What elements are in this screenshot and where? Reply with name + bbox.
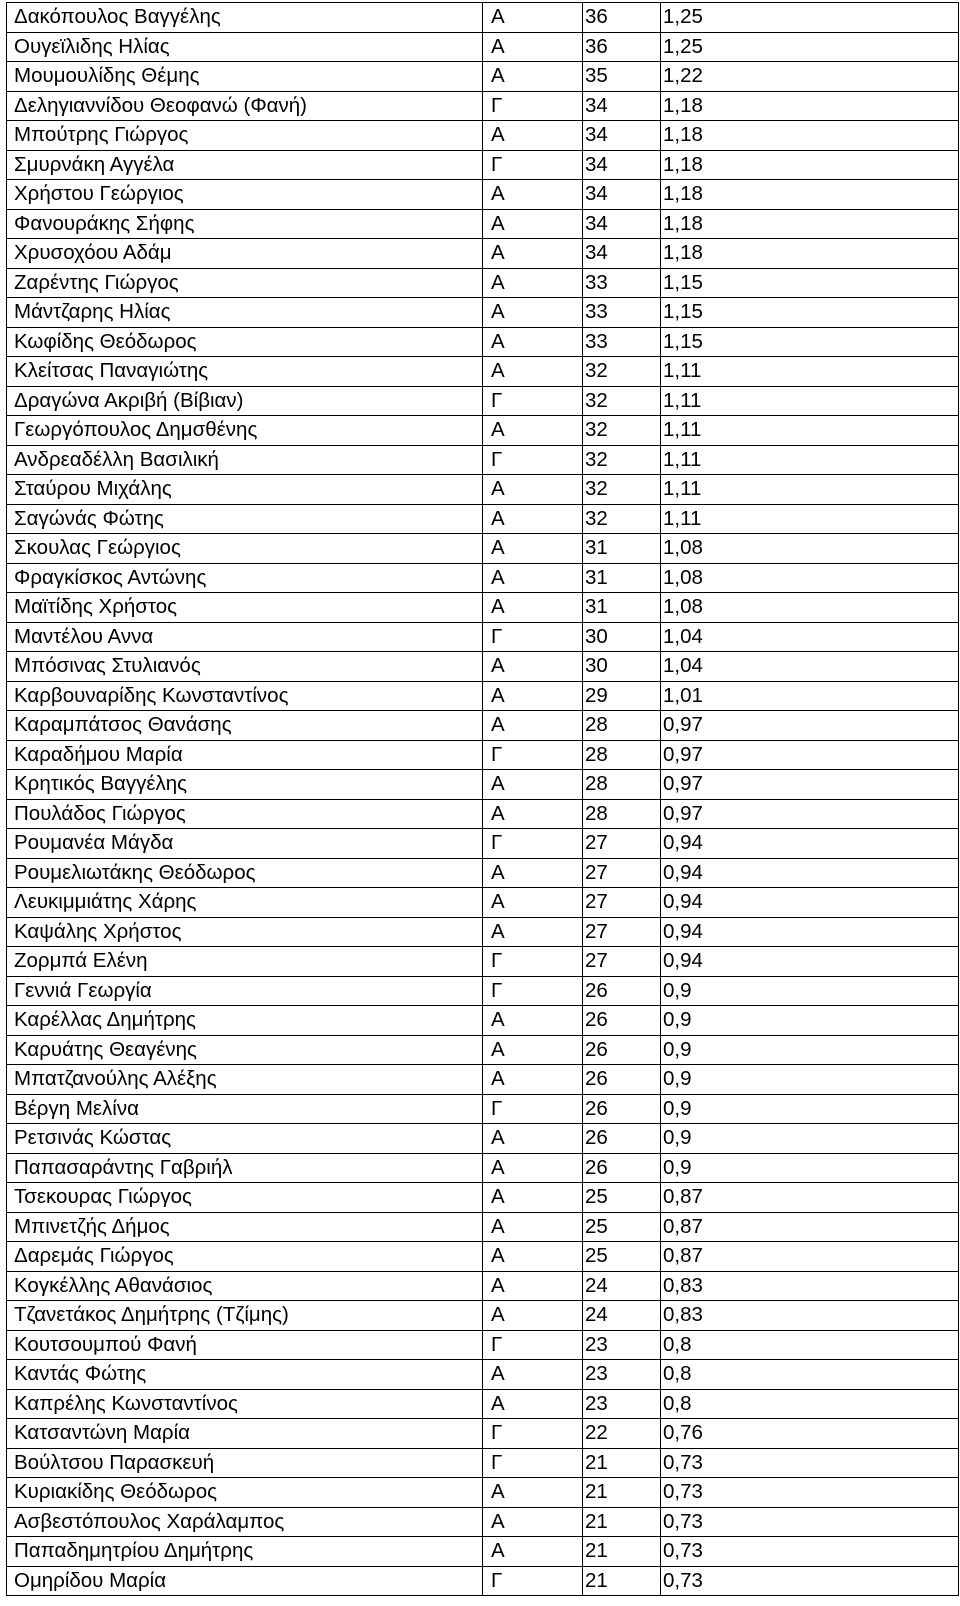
coefficient-cell: 0,87 xyxy=(661,1183,959,1213)
score-cell: 32 xyxy=(583,386,661,416)
name-cell: Βέργη Μελίνα xyxy=(7,1094,483,1124)
coefficient-cell: 0,9 xyxy=(661,1035,959,1065)
name-cell: Σκουλας Γεώργιος xyxy=(7,534,483,564)
coefficient-cell: 1,22 xyxy=(661,62,959,92)
grade-cell: Α xyxy=(483,1360,583,1390)
name-cell: Κλείτσας Παναγιώτης xyxy=(7,357,483,387)
name-cell: Μπόσινας Στυλιανός xyxy=(7,652,483,682)
table-row xyxy=(7,740,959,770)
score-cell: 33 xyxy=(583,298,661,328)
score-cell: 34 xyxy=(583,209,661,239)
grade-cell: Α xyxy=(483,1389,583,1419)
name-cell: Τζανετάκος Δημήτρης (Τζίμης) xyxy=(7,1301,483,1331)
score-cell: 34 xyxy=(583,239,661,269)
name-cell: Παπαδημητρίου Δημήτρης xyxy=(7,1537,483,1567)
score-cell: 31 xyxy=(583,534,661,564)
score-cell: 31 xyxy=(583,593,661,623)
table-row xyxy=(7,563,959,593)
grade-cell: Α xyxy=(483,239,583,269)
score-cell: 32 xyxy=(583,357,661,387)
table-row xyxy=(7,1360,959,1390)
table-row xyxy=(7,1507,959,1537)
table-row xyxy=(7,1389,959,1419)
name-cell: Σαγώνάς Φώτης xyxy=(7,504,483,534)
score-cell: 26 xyxy=(583,1094,661,1124)
grade-cell: Α xyxy=(483,62,583,92)
score-cell: 26 xyxy=(583,1006,661,1036)
table-row xyxy=(7,91,959,121)
table-row xyxy=(7,1271,959,1301)
name-cell: Κυριακίδης Θεόδωρος xyxy=(7,1478,483,1508)
grade-cell: Α xyxy=(483,1478,583,1508)
score-cell: 32 xyxy=(583,475,661,505)
table-row xyxy=(7,1153,959,1183)
coefficient-cell: 0,94 xyxy=(661,947,959,977)
score-cell: 31 xyxy=(583,563,661,593)
grade-cell: Α xyxy=(483,1242,583,1272)
score-cell: 33 xyxy=(583,268,661,298)
table-row xyxy=(7,622,959,652)
score-cell: 28 xyxy=(583,711,661,741)
name-cell: Μάντζαρης Ηλίας xyxy=(7,298,483,328)
grade-cell: Γ xyxy=(483,1094,583,1124)
grade-cell: Α xyxy=(483,563,583,593)
coefficient-cell: 1,18 xyxy=(661,121,959,151)
name-cell: Καψάλης Χρήστος xyxy=(7,917,483,947)
score-cell: 34 xyxy=(583,180,661,210)
name-cell: Φανουράκης Σήφης xyxy=(7,209,483,239)
coefficient-cell: 0,73 xyxy=(661,1507,959,1537)
grade-cell: Α xyxy=(483,770,583,800)
grade-cell: Α xyxy=(483,1301,583,1331)
grade-cell: Γ xyxy=(483,740,583,770)
coefficient-cell: 0,73 xyxy=(661,1537,959,1567)
name-cell: Καπρέλης Κωνσταντίνος xyxy=(7,1389,483,1419)
coefficient-cell: 1,18 xyxy=(661,239,959,269)
name-cell: Χρυσοχόου Αδάμ xyxy=(7,239,483,269)
score-cell: 34 xyxy=(583,150,661,180)
coefficient-cell: 0,8 xyxy=(661,1330,959,1360)
grade-cell: Α xyxy=(483,711,583,741)
coefficient-cell: 0,97 xyxy=(661,740,959,770)
name-cell: Καρβουναρίδης Κωνσταντίνος xyxy=(7,681,483,711)
coefficient-cell: 1,18 xyxy=(661,91,959,121)
name-cell: Ομηρίδου Μαρία xyxy=(7,1566,483,1596)
grade-cell: Α xyxy=(483,298,583,328)
name-cell: Ζορμπά Ελένη xyxy=(7,947,483,977)
table-row xyxy=(7,858,959,888)
grade-cell: Α xyxy=(483,1153,583,1183)
table-row xyxy=(7,534,959,564)
score-cell: 21 xyxy=(583,1507,661,1537)
table-row xyxy=(7,1566,959,1596)
score-cell: 27 xyxy=(583,829,661,859)
grade-cell: Α xyxy=(483,652,583,682)
table-row xyxy=(7,416,959,446)
grade-cell: Α xyxy=(483,327,583,357)
grade-cell: Γ xyxy=(483,1448,583,1478)
score-cell: 33 xyxy=(583,327,661,357)
coefficient-cell: 0,8 xyxy=(661,1360,959,1390)
grade-cell: Γ xyxy=(483,1419,583,1449)
table-row xyxy=(7,1419,959,1449)
score-cell: 34 xyxy=(583,121,661,151)
table-row xyxy=(7,770,959,800)
results-table xyxy=(6,2,959,1596)
name-cell: Ρουμανέα Μάγδα xyxy=(7,829,483,859)
name-cell: Μπατζανούλης Αλέξης xyxy=(7,1065,483,1095)
grade-cell: Γ xyxy=(483,1566,583,1596)
grade-cell: Γ xyxy=(483,1330,583,1360)
coefficient-cell: 0,87 xyxy=(661,1242,959,1272)
name-cell: Ρουμελιωτάκης Θεόδωρος xyxy=(7,858,483,888)
coefficient-cell: 0,87 xyxy=(661,1212,959,1242)
score-cell: 27 xyxy=(583,917,661,947)
score-cell: 21 xyxy=(583,1537,661,1567)
name-cell: Δραγώνα Ακριβή (Βίβιαν) xyxy=(7,386,483,416)
grade-cell: Α xyxy=(483,416,583,446)
table-row xyxy=(7,298,959,328)
score-cell: 24 xyxy=(583,1271,661,1301)
score-cell: 24 xyxy=(583,1301,661,1331)
table-row xyxy=(7,504,959,534)
table-row xyxy=(7,180,959,210)
grade-cell: Γ xyxy=(483,622,583,652)
coefficient-cell: 1,04 xyxy=(661,652,959,682)
coefficient-cell: 0,94 xyxy=(661,829,959,859)
grade-cell: Α xyxy=(483,1271,583,1301)
table-row xyxy=(7,593,959,623)
table-row xyxy=(7,475,959,505)
grade-cell: Α xyxy=(483,1065,583,1095)
score-cell: 25 xyxy=(583,1183,661,1213)
score-cell: 26 xyxy=(583,1124,661,1154)
coefficient-cell: 0,9 xyxy=(661,1094,959,1124)
coefficient-cell: 0,94 xyxy=(661,858,959,888)
score-cell: 34 xyxy=(583,91,661,121)
coefficient-cell: 1,08 xyxy=(661,563,959,593)
table-row xyxy=(7,1242,959,1272)
coefficient-cell: 0,97 xyxy=(661,711,959,741)
score-cell: 36 xyxy=(583,3,661,33)
name-cell: Μουμουλίδης Θέμης xyxy=(7,62,483,92)
coefficient-cell: 1,11 xyxy=(661,386,959,416)
grade-cell: Γ xyxy=(483,91,583,121)
coefficient-cell: 1,11 xyxy=(661,357,959,387)
name-cell: Σταύρου Μιχάλης xyxy=(7,475,483,505)
score-cell: 21 xyxy=(583,1478,661,1508)
name-cell: Καντάς Φώτης xyxy=(7,1360,483,1390)
grade-cell: Α xyxy=(483,1507,583,1537)
grade-cell: Α xyxy=(483,209,583,239)
score-cell: 23 xyxy=(583,1330,661,1360)
table-row xyxy=(7,1301,959,1331)
table-row xyxy=(7,121,959,151)
name-cell: Μαϊτίδης Χρήστος xyxy=(7,593,483,623)
name-cell: Καρυάτης Θεαγένης xyxy=(7,1035,483,1065)
score-cell: 26 xyxy=(583,976,661,1006)
coefficient-cell: 0,73 xyxy=(661,1566,959,1596)
coefficient-cell: 1,25 xyxy=(661,3,959,33)
name-cell: Λευκιμμιάτης Χάρης xyxy=(7,888,483,918)
coefficient-cell: 1,08 xyxy=(661,534,959,564)
coefficient-cell: 1,11 xyxy=(661,475,959,505)
table-row xyxy=(7,1212,959,1242)
grade-cell: Α xyxy=(483,504,583,534)
name-cell: Ανδρεαδέλλη Βασιλική xyxy=(7,445,483,475)
table-row xyxy=(7,3,959,33)
coefficient-cell: 0,83 xyxy=(661,1301,959,1331)
name-cell: Καραδήμου Μαρία xyxy=(7,740,483,770)
coefficient-cell: 1,15 xyxy=(661,268,959,298)
name-cell: Κογκέλλης Αθανάσιος xyxy=(7,1271,483,1301)
grade-cell: Α xyxy=(483,180,583,210)
grade-cell: Γ xyxy=(483,947,583,977)
coefficient-cell: 1,11 xyxy=(661,445,959,475)
score-cell: 30 xyxy=(583,652,661,682)
grade-cell: Α xyxy=(483,534,583,564)
grade-cell: Α xyxy=(483,917,583,947)
coefficient-cell: 0,76 xyxy=(661,1419,959,1449)
grade-cell: Α xyxy=(483,1124,583,1154)
name-cell: Κωφίδης Θεόδωρος xyxy=(7,327,483,357)
score-cell: 29 xyxy=(583,681,661,711)
table-row xyxy=(7,209,959,239)
name-cell: Ουγεϊλιδης Ηλίας xyxy=(7,32,483,62)
table-row xyxy=(7,1065,959,1095)
score-cell: 32 xyxy=(583,416,661,446)
table-row xyxy=(7,681,959,711)
table-row xyxy=(7,917,959,947)
table-row xyxy=(7,445,959,475)
coefficient-cell: 1,15 xyxy=(661,298,959,328)
table-row xyxy=(7,711,959,741)
score-cell: 22 xyxy=(583,1419,661,1449)
table-row xyxy=(7,829,959,859)
table-row xyxy=(7,357,959,387)
coefficient-cell: 1,01 xyxy=(661,681,959,711)
name-cell: Δεληγιαννίδου Θεοφανώ (Φανή) xyxy=(7,91,483,121)
grade-cell: Α xyxy=(483,3,583,33)
table-row xyxy=(7,386,959,416)
coefficient-cell: 0,9 xyxy=(661,1124,959,1154)
table-row xyxy=(7,1006,959,1036)
score-cell: 28 xyxy=(583,799,661,829)
grade-cell: Α xyxy=(483,357,583,387)
grade-cell: Γ xyxy=(483,445,583,475)
table-body xyxy=(7,3,959,1596)
table-row xyxy=(7,799,959,829)
name-cell: Κρητικός Βαγγέλης xyxy=(7,770,483,800)
grade-cell: Γ xyxy=(483,976,583,1006)
coefficient-cell: 0,94 xyxy=(661,917,959,947)
table-row xyxy=(7,32,959,62)
grade-cell: Α xyxy=(483,1212,583,1242)
coefficient-cell: 1,11 xyxy=(661,504,959,534)
coefficient-cell: 0,9 xyxy=(661,1006,959,1036)
score-cell: 25 xyxy=(583,1242,661,1272)
score-cell: 21 xyxy=(583,1448,661,1478)
score-cell: 27 xyxy=(583,947,661,977)
score-cell: 26 xyxy=(583,1153,661,1183)
name-cell: Ρετσινάς Κώστας xyxy=(7,1124,483,1154)
score-cell: 26 xyxy=(583,1065,661,1095)
name-cell: Γεωργόπουλος Δημσθένης xyxy=(7,416,483,446)
table-row xyxy=(7,150,959,180)
grade-cell: Α xyxy=(483,858,583,888)
grade-cell: Α xyxy=(483,32,583,62)
coefficient-cell: 1,18 xyxy=(661,180,959,210)
grade-cell: Α xyxy=(483,475,583,505)
name-cell: Μπούτρης Γιώργος xyxy=(7,121,483,151)
coefficient-cell: 0,8 xyxy=(661,1389,959,1419)
coefficient-cell: 0,97 xyxy=(661,799,959,829)
table-row xyxy=(7,976,959,1006)
table-row xyxy=(7,1183,959,1213)
coefficient-cell: 0,73 xyxy=(661,1448,959,1478)
coefficient-cell: 0,9 xyxy=(661,1065,959,1095)
table-row xyxy=(7,268,959,298)
name-cell: Σμυρνάκη Αγγέλα xyxy=(7,150,483,180)
name-cell: Γεννιά Γεωργία xyxy=(7,976,483,1006)
coefficient-cell: 1,08 xyxy=(661,593,959,623)
score-cell: 21 xyxy=(583,1566,661,1596)
grade-cell: Γ xyxy=(483,150,583,180)
table-row xyxy=(7,1478,959,1508)
score-cell: 27 xyxy=(583,858,661,888)
name-cell: Κουτσουμπού Φανή xyxy=(7,1330,483,1360)
coefficient-cell: 1,15 xyxy=(661,327,959,357)
table-row xyxy=(7,1330,959,1360)
coefficient-cell: 0,94 xyxy=(661,888,959,918)
name-cell: Βούλτσου Παρασκευή xyxy=(7,1448,483,1478)
name-cell: Καρέλλας Δημήτρης xyxy=(7,1006,483,1036)
score-cell: 32 xyxy=(583,504,661,534)
table-row xyxy=(7,1035,959,1065)
coefficient-cell: 0,83 xyxy=(661,1271,959,1301)
table-row xyxy=(7,1448,959,1478)
score-cell: 25 xyxy=(583,1212,661,1242)
coefficient-cell: 1,25 xyxy=(661,32,959,62)
coefficient-cell: 0,97 xyxy=(661,770,959,800)
grade-cell: Α xyxy=(483,681,583,711)
score-cell: 23 xyxy=(583,1360,661,1390)
score-cell: 32 xyxy=(583,445,661,475)
table-row xyxy=(7,652,959,682)
table-row xyxy=(7,888,959,918)
grade-cell: Α xyxy=(483,1035,583,1065)
grade-cell: Α xyxy=(483,121,583,151)
coefficient-cell: 0,73 xyxy=(661,1478,959,1508)
score-cell: 23 xyxy=(583,1389,661,1419)
name-cell: Ασβεστόπουλος Χαράλαμπος xyxy=(7,1507,483,1537)
name-cell: Πουλάδος Γιώργος xyxy=(7,799,483,829)
score-cell: 30 xyxy=(583,622,661,652)
grade-cell: Γ xyxy=(483,829,583,859)
name-cell: Τσεκουρας Γιώργος xyxy=(7,1183,483,1213)
name-cell: Δακόπουλος Βαγγέλης xyxy=(7,3,483,33)
table-row xyxy=(7,1537,959,1567)
name-cell: Χρήστου Γεώργιος xyxy=(7,180,483,210)
name-cell: Μπινετζής Δήμος xyxy=(7,1212,483,1242)
grade-cell: Α xyxy=(483,268,583,298)
grade-cell: Α xyxy=(483,799,583,829)
score-cell: 28 xyxy=(583,740,661,770)
coefficient-cell: 0,9 xyxy=(661,976,959,1006)
score-cell: 27 xyxy=(583,888,661,918)
grade-cell: Α xyxy=(483,1537,583,1567)
name-cell: Παπασαράντης Γαβριήλ xyxy=(7,1153,483,1183)
score-cell: 35 xyxy=(583,62,661,92)
coefficient-cell: 1,04 xyxy=(661,622,959,652)
coefficient-cell: 0,9 xyxy=(661,1153,959,1183)
table-row xyxy=(7,1094,959,1124)
name-cell: Ζαρέντης Γιώργος xyxy=(7,268,483,298)
coefficient-cell: 1,11 xyxy=(661,416,959,446)
score-cell: 36 xyxy=(583,32,661,62)
name-cell: Φραγκίσκος Αντώνης xyxy=(7,563,483,593)
name-cell: Καραμπάτσος Θανάσης xyxy=(7,711,483,741)
coefficient-cell: 1,18 xyxy=(661,150,959,180)
name-cell: Δαρεμάς Γιώργος xyxy=(7,1242,483,1272)
grade-cell: Α xyxy=(483,593,583,623)
grade-cell: Α xyxy=(483,1006,583,1036)
score-cell: 28 xyxy=(583,770,661,800)
grade-cell: Α xyxy=(483,888,583,918)
grade-cell: Α xyxy=(483,1183,583,1213)
name-cell: Μαντέλου Αννα xyxy=(7,622,483,652)
table-row xyxy=(7,327,959,357)
coefficient-cell: 1,18 xyxy=(661,209,959,239)
name-cell: Κατσαντώνη Μαρία xyxy=(7,1419,483,1449)
table-row xyxy=(7,1124,959,1154)
table-row xyxy=(7,62,959,92)
table-row xyxy=(7,239,959,269)
table-row xyxy=(7,947,959,977)
score-cell: 26 xyxy=(583,1035,661,1065)
grade-cell: Γ xyxy=(483,386,583,416)
